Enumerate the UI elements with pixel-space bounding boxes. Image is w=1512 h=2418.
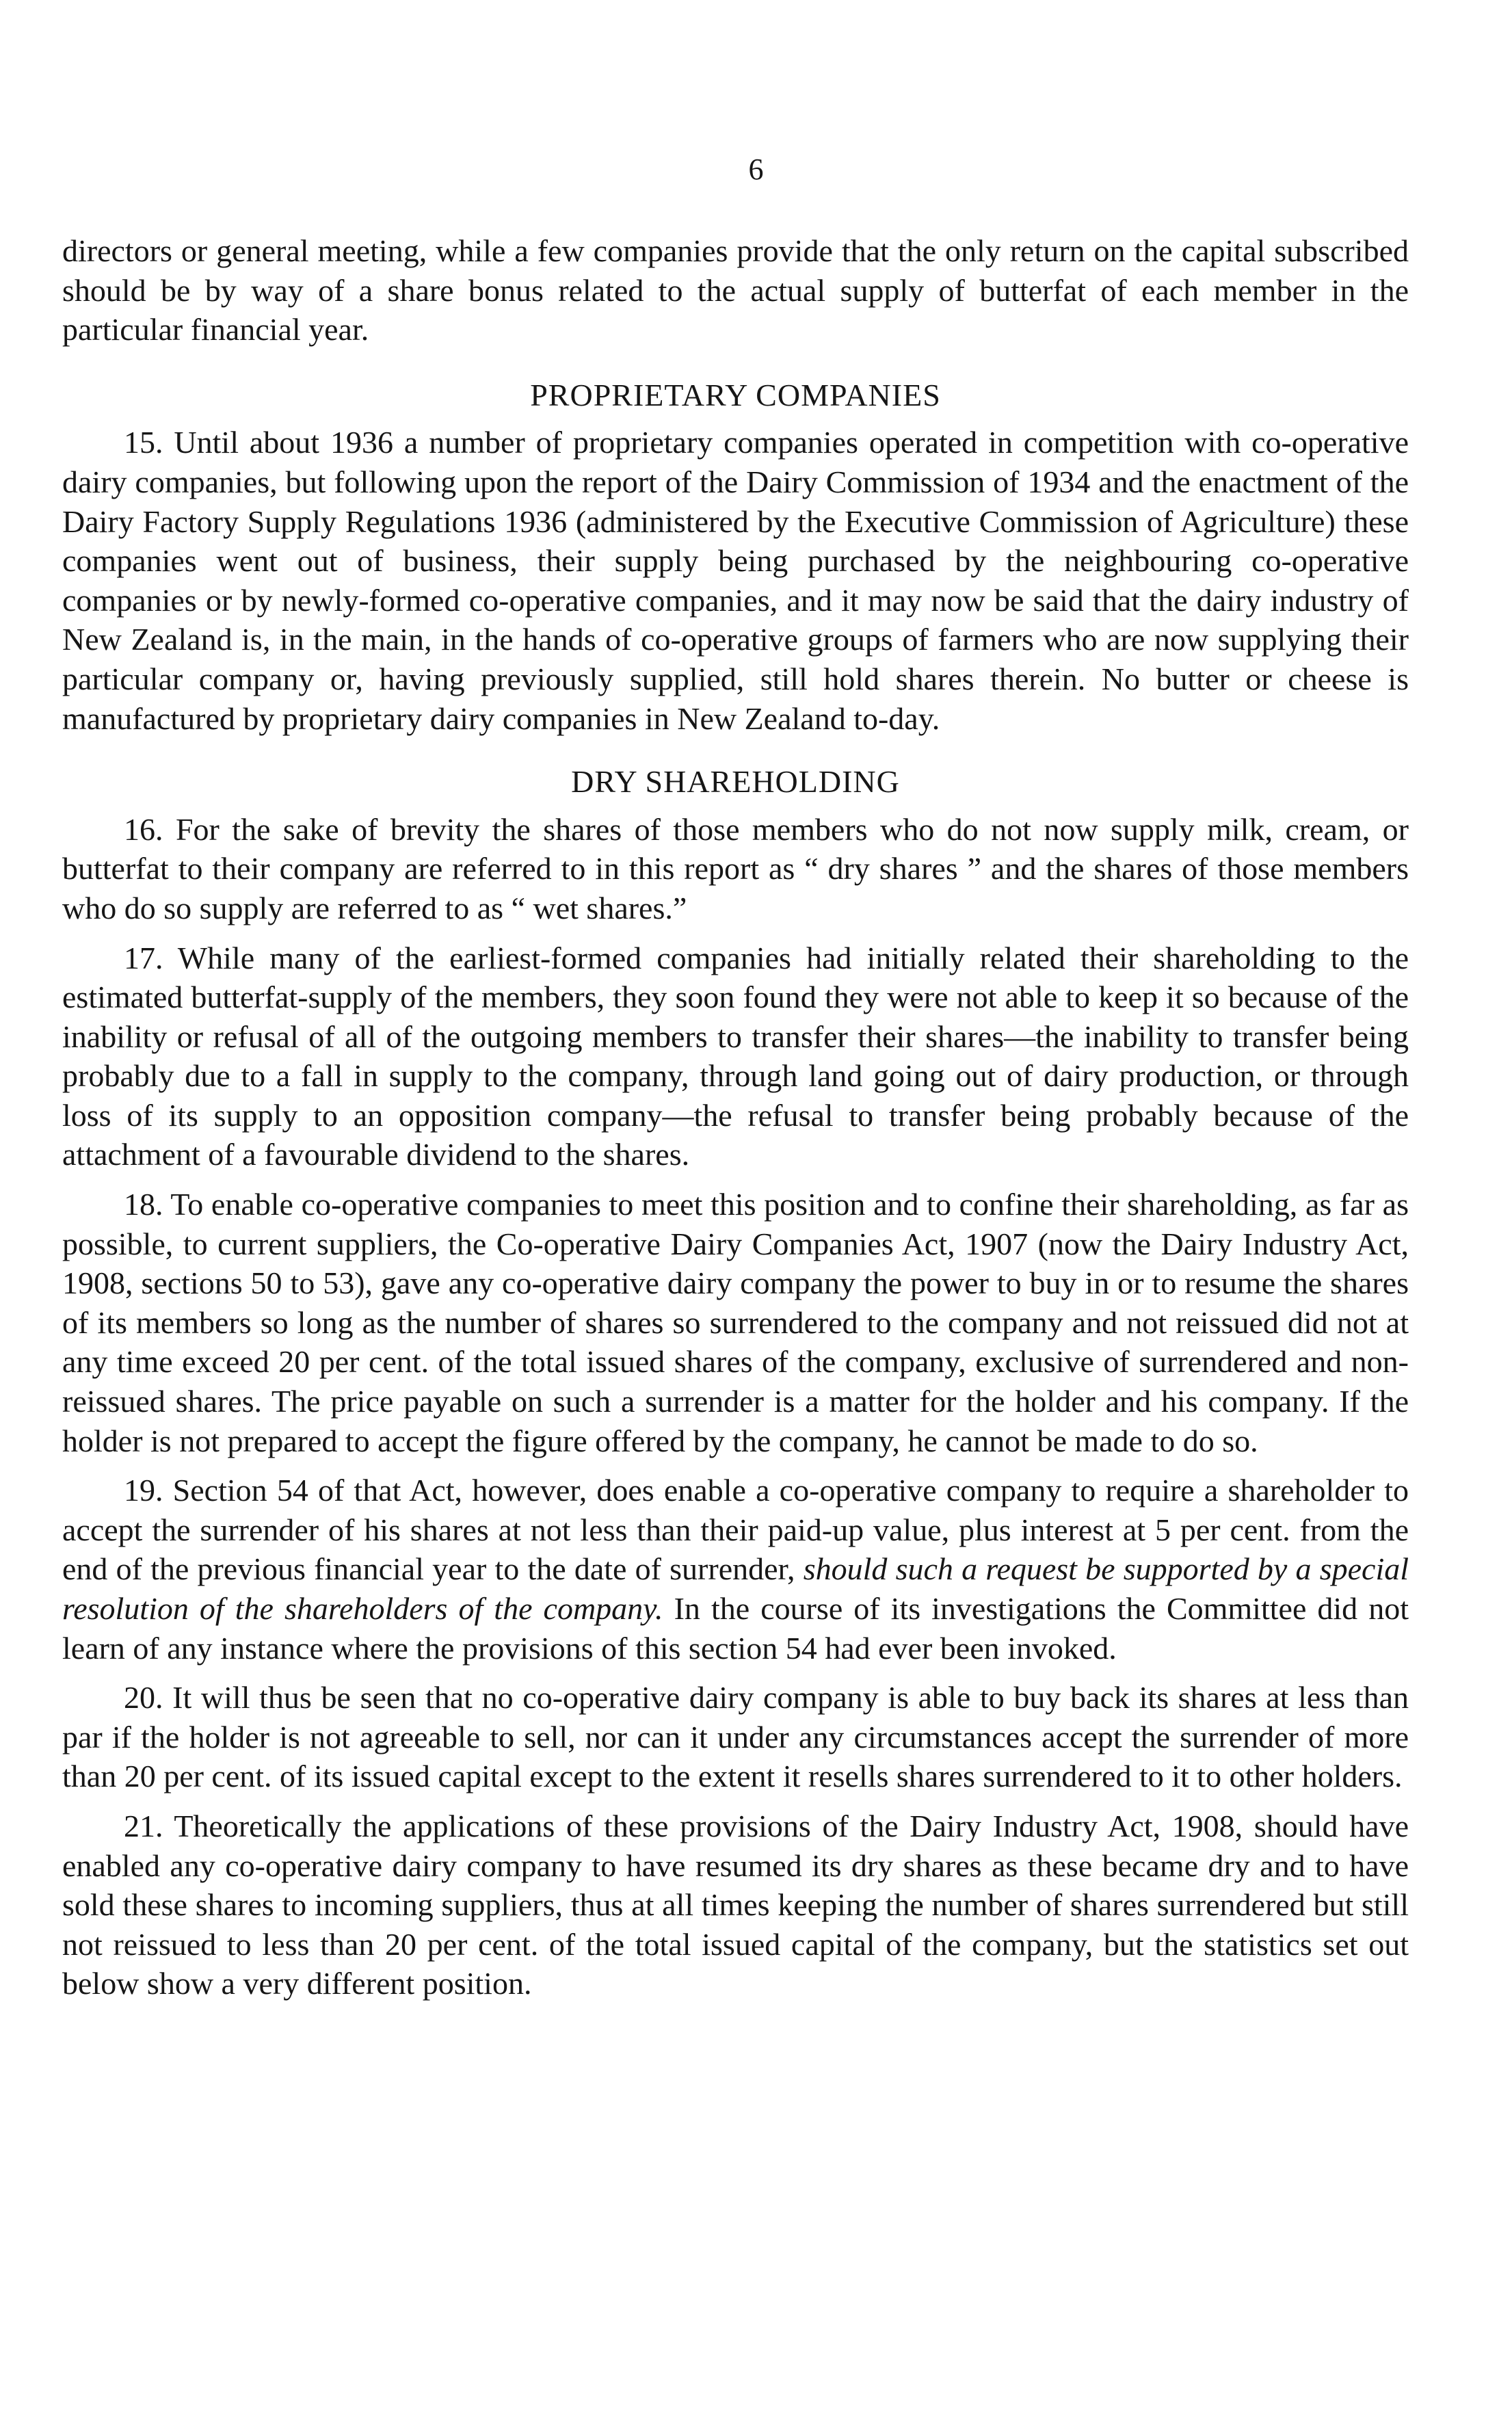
opening-paragraph: directors or general meeting, while a few companies provide that the only return on the capital subscribed should be by way of a share bonus related to the actual supply of butterfat of each member in the particular financial year. <box>62 233 1409 347</box>
paragraph-18: 18. To enable co-operative companies to meet this position and to confine their shareholding, as far as possible, to current suppliers, the Co-operative Dairy Companies Act, 1907 (now the Dairy Industry Act, 1908, sections 50 to 53), gave any co-operative dairy company the power to buy in or to resume the shares of its members so long as the number of shares so surrendered to the company and not reissued did not at any time exceed 20 per cent. of the total issued shares of the company, exclusive of surrendered and non-reissued shares. The price payable on such a surrender is a matter for the holder and his company. If the holder is not prepared to accept the figure offered by the company, he cannot be made to do so. <box>62 1187 1409 1458</box>
paragraph-16: 16. For the sake of brevity the shares of those members who do not now supply milk, cream, or butterfat to their company are referred to in this report as “ dry shares ” and the shares of those members who do so supply are referred to as “ wet shares.” <box>62 811 1409 925</box>
heading-dry-shareholding: DRY SHAREHOLDING <box>571 764 900 800</box>
page-body <box>62 231 1409 2003</box>
paragraph-20: 20. It will thus be seen that no co-operative dairy company is able to buy back its shares at less than par if the holder is not agreeable to sell, nor can it under any circumstances accept the surrender of more than 20 per cent. of its issued capital except to the extent it resells shares surrendered to it to other holders. <box>62 1680 1409 1794</box>
paragraph-21: 21. Theoretically the applications of these provisions of the Dairy Industry Act, 1908, should have enabled any co-operative dairy company to have resumed its dry shares as these became dry and to have sold these shares to incoming suppliers, thus at all times keeping the number of shares surrendered but still not reissued to less than 20 per cent. of the total issued capital of the company, but the statistics set out below show a very different position. <box>62 1808 1409 2001</box>
page-number: 6 <box>748 153 764 186</box>
paragraph-19-text-end: In the course of its investigations the Committee did not learn of any instance where the provisions of this section 54 had ever been invoked. <box>62 1591 1409 1666</box>
paragraph-15: 15. Until about 1936 a number of proprietary companies operated in competition with co-operative dairy companies, but following upon the report of the Dairy Commission of 1934 and the enactment of the Dairy Factory Supply Regulations 1936 (administered by the Executive Commission of Agriculture) these companies went out of business, their supply being purchased by the neighbouring co-operative companies or by newly-formed co-operative companies, and it may now be said that the dairy industry of New Zealand is, in the main, in the hands of co-operative groups of farmers who are now supplying their particular company or, having previously supplied, still hold shares therein. No butter or cheese is manufactured by proprietary dairy companies in New Zealand to-day. <box>62 425 1409 736</box>
paragraph-17: 17. While many of the earliest-formed companies had initially related their shareholding to the estimated butterfat-supply of the members, they soon found they were not able to keep it so because of the inability or refusal of all of the outgoing members to transfer their shares—the inability to transfer being probably due to a fall in supply to the company, through land going out of dairy production, or through loss of its supply to an opposition company—the refusal to transfer being probably because of the attachment of a favourable dividend to the shares. <box>62 940 1409 1172</box>
paragraph-19 <box>62 1471 1409 1668</box>
paragraph-19-italic-text: should such a request be supported by a special resolution of the shareholders of the company. <box>62 1551 1409 1626</box>
paragraph-19-text: 19. Section 54 of that Act, however, does enable a co-operative company to require a shareholder to accept the surrender of his shares at not less than their paid-up value, plus interest at 5 per cent. from the end of the previous financial year to the date of surrender, <box>62 1473 1409 1587</box>
heading-proprietary-companies: PROPRIETARY COMPANIES <box>530 377 941 412</box>
